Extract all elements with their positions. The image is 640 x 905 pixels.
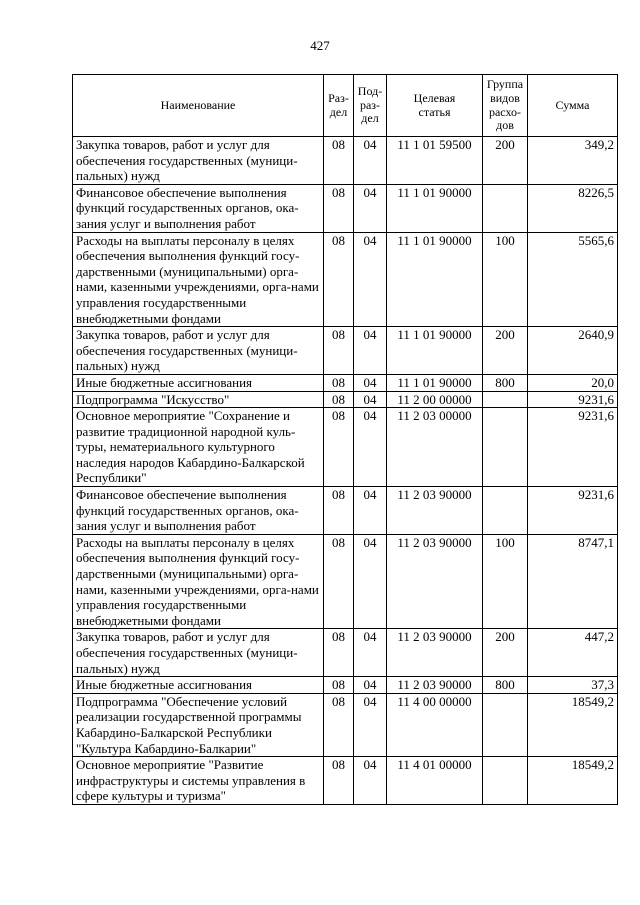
table-row: [73, 757, 618, 805]
header-article: Целевая статья: [387, 75, 483, 137]
table-row: [73, 137, 618, 185]
cell-name: Иные бюджетные ассигнования: [73, 374, 324, 391]
cell-amount: 2640,9: [528, 327, 618, 375]
cell-group: [483, 408, 528, 487]
cell-amount: 8226,5: [528, 184, 618, 232]
cell-group: 100: [483, 232, 528, 327]
cell-amount: 349,2: [528, 137, 618, 185]
table-body: [73, 137, 618, 805]
page-number: 427: [310, 38, 330, 53]
cell-section: 08: [324, 677, 354, 694]
cell-article: 11 1 01 90000: [387, 327, 483, 375]
cell-section: 08: [324, 757, 354, 805]
cell-subsection: 04: [354, 487, 387, 535]
cell-subsection: 04: [354, 327, 387, 375]
cell-section: 08: [324, 374, 354, 391]
cell-group: 200: [483, 327, 528, 375]
cell-article: 11 2 03 00000: [387, 408, 483, 487]
cell-group: 200: [483, 137, 528, 185]
cell-name: Закупка товаров, работ и услуг для обеспечения государственных (муници-пальных) нужд: [73, 327, 324, 375]
cell-amount: 9231,6: [528, 487, 618, 535]
cell-name: Подпрограмма "Искусство": [73, 391, 324, 408]
cell-article: 11 2 03 90000: [387, 487, 483, 535]
table-row: [73, 534, 618, 629]
cell-section: 08: [324, 232, 354, 327]
cell-group: 200: [483, 629, 528, 677]
cell-name: Закупка товаров, работ и услуг для обеспечения государственных (муници-пальных) нужд: [73, 629, 324, 677]
cell-subsection: 04: [354, 184, 387, 232]
cell-group: 100: [483, 534, 528, 629]
header-amount: Сумма: [528, 75, 618, 137]
cell-amount: 9231,6: [528, 391, 618, 408]
table-header: [73, 75, 618, 137]
table-row: [73, 487, 618, 535]
cell-section: 08: [324, 184, 354, 232]
cell-section: 08: [324, 487, 354, 535]
table-row: [73, 327, 618, 375]
cell-group: 800: [483, 374, 528, 391]
cell-article: 11 1 01 90000: [387, 184, 483, 232]
cell-subsection: 04: [354, 534, 387, 629]
cell-subsection: 04: [354, 137, 387, 185]
cell-subsection: 04: [354, 693, 387, 756]
cell-subsection: 04: [354, 408, 387, 487]
cell-section: 08: [324, 408, 354, 487]
cell-name: Основное мероприятие "Развитие инфраструктуры и системы управления в сфере культуры и туризма": [73, 757, 324, 805]
cell-article: 11 1 01 90000: [387, 232, 483, 327]
cell-section: 08: [324, 629, 354, 677]
table-row: [73, 391, 618, 408]
cell-name: Иные бюджетные ассигнования: [73, 677, 324, 694]
cell-article: 11 2 03 90000: [387, 677, 483, 694]
cell-article: 11 4 00 00000: [387, 693, 483, 756]
cell-article: 11 2 03 90000: [387, 534, 483, 629]
cell-group: 800: [483, 677, 528, 694]
cell-article: 11 2 00 00000: [387, 391, 483, 408]
table-row: [73, 677, 618, 694]
cell-name: Расходы на выплаты персоналу в целях обеспечения выполнения функций госу-дарственными (муниципальными) орга-нами, казенными учреждениями, орга-нами управления государственными внебюджетными фондами: [73, 232, 324, 327]
cell-article: 11 4 01 00000: [387, 757, 483, 805]
cell-article: 11 2 03 90000: [387, 629, 483, 677]
table-row: [73, 408, 618, 487]
cell-name: Финансовое обеспечение выполнения функций государственных органов, ока-зания услуг и выполнения работ: [73, 487, 324, 535]
cell-amount: 447,2: [528, 629, 618, 677]
cell-section: 08: [324, 137, 354, 185]
cell-group: [483, 184, 528, 232]
cell-amount: 18549,2: [528, 693, 618, 756]
cell-article: 11 1 01 59500: [387, 137, 483, 185]
cell-amount: 20,0: [528, 374, 618, 391]
cell-group: [483, 487, 528, 535]
table-row: [73, 374, 618, 391]
cell-amount: 18549,2: [528, 757, 618, 805]
cell-name: Закупка товаров, работ и услуг для обеспечения государственных (муници-пальных) нужд: [73, 137, 324, 185]
cell-group: [483, 693, 528, 756]
table-row: [73, 184, 618, 232]
cell-name: Расходы на выплаты персоналу в целях обеспечения выполнения функций госу-дарственными (муниципальными) орга-нами, казенными учреждениями, орга-нами управления государственными внебюджетными фондами: [73, 534, 324, 629]
cell-subsection: 04: [354, 232, 387, 327]
cell-amount: 8747,1: [528, 534, 618, 629]
cell-article: 11 1 01 90000: [387, 374, 483, 391]
budget-table: [72, 74, 618, 805]
table-row: [73, 232, 618, 327]
table-row: [73, 629, 618, 677]
header-subsection: Под- раз- дел: [354, 75, 387, 137]
cell-group: [483, 757, 528, 805]
cell-name: Основное мероприятие "Сохранение и развитие традиционной народной куль-туры, нематериального культурного наследия народов Кабардино-Балкарской Республики": [73, 408, 324, 487]
header-section: Раз- дел: [324, 75, 354, 137]
cell-subsection: 04: [354, 629, 387, 677]
cell-name: Финансовое обеспечение выполнения функций государственных органов, ока-зания услуг и выполнения работ: [73, 184, 324, 232]
cell-subsection: 04: [354, 677, 387, 694]
cell-section: 08: [324, 327, 354, 375]
cell-subsection: 04: [354, 757, 387, 805]
header-name: Наименование: [73, 75, 324, 137]
header-group: Группа видов расхо- дов: [483, 75, 528, 137]
cell-amount: 5565,6: [528, 232, 618, 327]
cell-section: 08: [324, 693, 354, 756]
cell-name: Подпрограмма "Обеспечение условий реализации государственной программы Кабардино-Балкарской Республики "Культура Кабардино-Балкарии": [73, 693, 324, 756]
cell-amount: 9231,6: [528, 408, 618, 487]
cell-group: [483, 391, 528, 408]
table-row: [73, 693, 618, 756]
cell-section: 08: [324, 534, 354, 629]
cell-subsection: 04: [354, 374, 387, 391]
cell-section: 08: [324, 391, 354, 408]
cell-amount: 37,3: [528, 677, 618, 694]
cell-subsection: 04: [354, 391, 387, 408]
